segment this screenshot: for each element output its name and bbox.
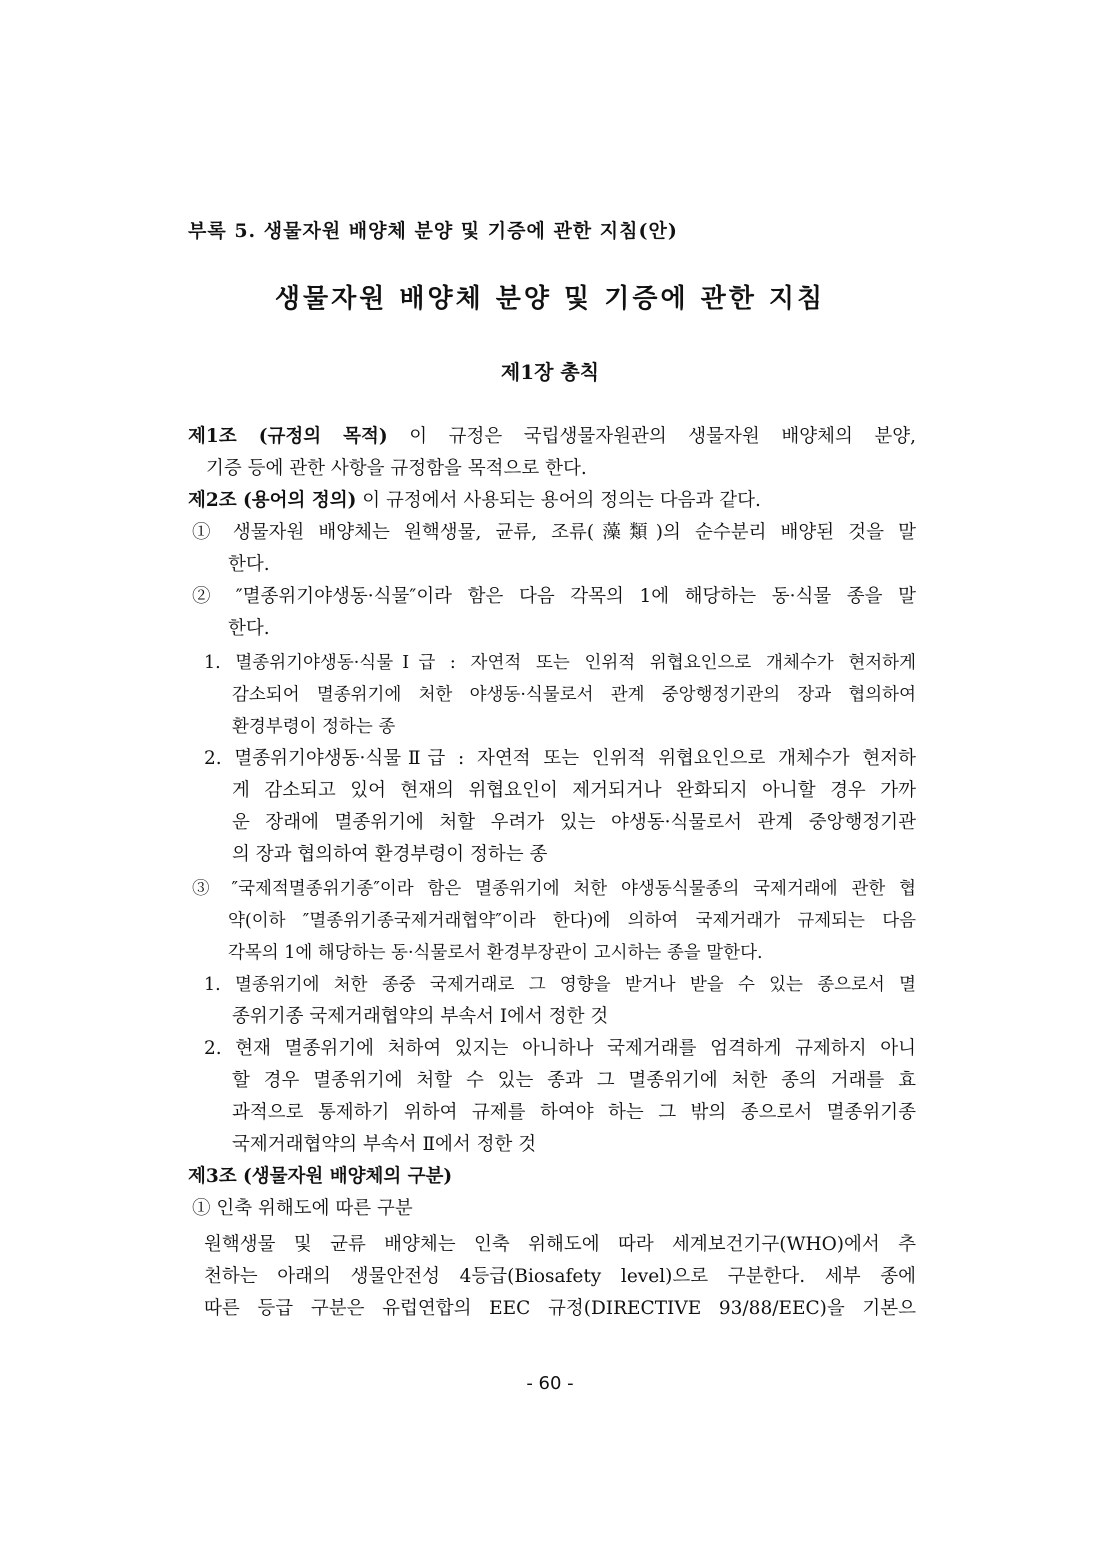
article-2-item-2-line-3: 운 장래에 멸종위기에 처할 우려가 있는 야생동·식물로서 관계 중앙행정기관 — [232, 812, 916, 833]
article-2-para-3-line-2: 약(이하 ″멸종위기종국제거래협약″이라 한다)에 의하여 국제거래가 규제되는 다음 — [228, 911, 916, 931]
article-3-para-1: ① 인축 위해도에 따른 구분 — [192, 1198, 413, 1219]
article-1-heading: 제1조 (규정의 목적) — [188, 426, 388, 447]
document-title: 생물자원 배양체 분양 및 기증에 관한 지침 — [274, 284, 826, 314]
article-2-heading: 제2조 (용어의 정의) — [188, 490, 357, 511]
article-3-line-2: 천하는 아래의 생물안전성 4등급(Biosafety level)으로 구분한다. 세부 종에 — [204, 1266, 916, 1287]
article-2-item-2-line-2: 게 감소되고 있어 현재의 위협요인이 제거되거나 완화되지 아니할 경우 가까 — [232, 780, 916, 801]
article-2-item-1-line-3: 환경부령이 정하는 종 — [232, 717, 396, 737]
article-2-item-1-line-1: 1. 멸종위기야생동·식물Ⅰ급 : 자연적 또는 인위적 위협요인으로 개체수가 현저하게 — [204, 653, 916, 673]
article-2-para-3-item-2-line-1: 2. 현재 멸종위기에 처하여 있지는 아니하나 국제거래를 엄격하게 규제하지 아니 — [204, 1038, 916, 1059]
article-2-para-3-item-2-line-3: 과적으로 통제하기 위하여 규제를 하여야 하는 그 밖의 종으로서 멸종위기종 — [232, 1102, 916, 1123]
article-2-para-1-line-1: ① 생물자원 배양체는 원핵생물, 균류, 조류(藻類)의 순수분리 배양된 것을 말 — [192, 522, 916, 543]
article-1-line-2: 기증 등에 관한 사항을 규정함을 목적으로 한다. — [206, 458, 587, 479]
article-2-para-3-item-1-line-2: 종위기종 국제거래협약의 부속서 Ⅰ에서 정한 것 — [232, 1006, 609, 1027]
article-1-text: 이 규정은 국립생물자원관의 생물자원 배양체의 분양, — [387, 426, 916, 447]
article-2-para-1-line-2: 한다. — [228, 554, 270, 575]
appendix-title: 부록 5. 생물자원 배양체 분양 및 기증에 관한 지침(안) — [188, 220, 678, 242]
article-2-para-3-line-3: 각목의 1에 해당하는 동·식물로서 환경부장관이 고시하는 종을 말한다. — [228, 943, 763, 963]
article-3-heading: 제3조 (생물자원 배양체의 구분) — [188, 1166, 453, 1187]
article-2-para-3-item-2-line-4: 국제거래협약의 부속서 Ⅱ에서 정한 것 — [232, 1134, 537, 1155]
article-2-para-2-line-2: 한다. — [228, 618, 270, 639]
article-3-line-1: 원핵생물 및 균류 배양체는 인축 위해도에 따라 세계보건기구(WHO)에서 추 — [204, 1234, 916, 1255]
article-2-line-1 — [188, 488, 916, 514]
article-1-line-1 — [188, 424, 916, 450]
article-2-para-3-item-2-line-2: 할 경우 멸종위기에 처할 수 있는 종과 그 멸종위기에 처한 종의 거래를 효 — [232, 1070, 916, 1091]
chapter-title: 제1장 총칙 — [500, 360, 600, 384]
article-2-item-2-line-1: 2. 멸종위기야생동·식물Ⅱ급 : 자연적 또는 인위적 위협요인으로 개체수가 현저하 — [204, 748, 916, 769]
article-2-para-3-item-1-line-1: 1. 멸종위기에 처한 종중 국제거래로 그 영향을 받거나 받을 수 있는 종으로서 멸 — [204, 975, 916, 995]
article-2-item-2-line-4: 의 장과 협의하여 환경부령이 정하는 종 — [232, 844, 548, 865]
article-2-para-2-line-1: ② ″멸종위기야생동·식물″이라 함은 다음 각목의 1에 해당하는 동·식물 종을 말 — [192, 586, 916, 607]
page-number: - 60 - — [526, 1373, 574, 1394]
article-2-text: 이 규정에서 사용되는 용어의 정의는 다음과 같다. — [356, 490, 761, 511]
article-2-item-1-line-2: 감소되어 멸종위기에 처한 야생동·식물로서 관계 중앙행정기관의 장과 협의하여 — [232, 685, 916, 705]
article-2-para-3-line-1: ③ ″국제적멸종위기종″이라 함은 멸종위기에 처한 야생동식물종의 국제거래에 관한 협 — [192, 879, 916, 899]
article-3-line-3: 따른 등급 구분은 유럽연합의 EEC 규정(DIRECTIVE 93/88/EEC)을 기본으 — [204, 1298, 916, 1319]
